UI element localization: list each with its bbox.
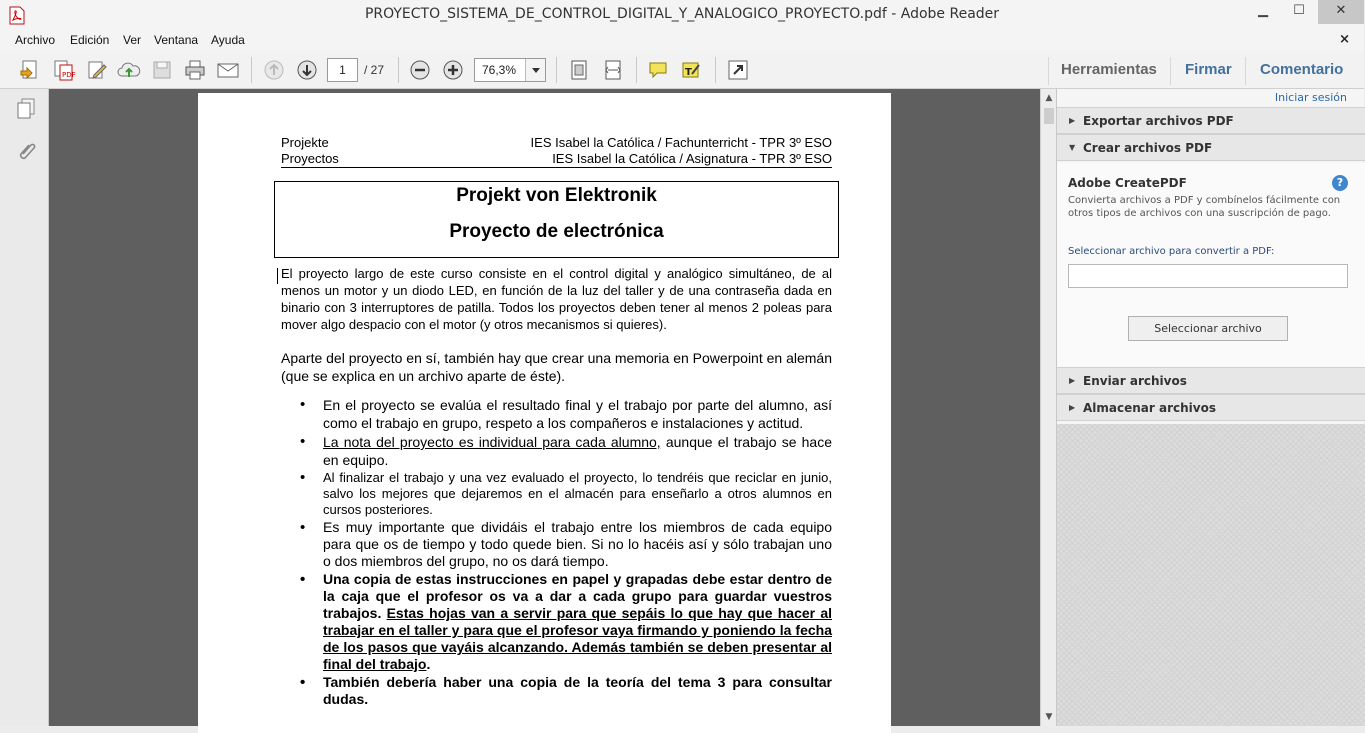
toolbar-separator xyxy=(715,57,716,83)
underlined-text: La nota del proyecto es individual para cada alumno, xyxy=(323,434,661,450)
createpdf-heading: Adobe CreatePDF xyxy=(1068,176,1187,190)
fit-width-icon[interactable] xyxy=(600,58,626,82)
window-title: PROYECTO_SISTEMA_DE_CONTROL_DIGITAL_Y_ANALOGICO_PROYECTO.pdf - Adobe Reader xyxy=(364,6,1000,22)
list-item xyxy=(281,571,832,673)
title-box xyxy=(274,181,839,258)
section-create-pdf[interactable] xyxy=(1057,134,1365,161)
intro-paragraph: El proyecto largo de este curso consiste en el control digital y analógico simultáneo, de al menos un motor y un diodo LED, en función de la luz del taller y de una contraseña dada en binario con 3 interruptores de patilla. Todos los proyectos deben tener al menos 2 poleas para mover algo despacio con el motor (y otros mecanismos si quieres). xyxy=(281,266,832,332)
underlined-text: Estas hojas van a servir para que sepáis lo que hay que hacer al trabajar en el taller y para que el profesor vaya firmando y poniendo la fecha de los pasos que vayáis alcanzando. Además también se deben presentar al final del trabajo xyxy=(323,605,832,672)
list-item-text: Una copia de estas instrucciones en papel y grapadas debe estar dentro de la caja que el profesor os va a dar a cada grupo para guardar vuestros trabajos. xyxy=(323,571,832,621)
herramientas-link[interactable]: Herramientas xyxy=(1061,61,1157,78)
scroll-down-arrow-icon[interactable]: ▼ xyxy=(1045,712,1053,722)
toolbar-divider xyxy=(1048,57,1049,85)
email-icon[interactable] xyxy=(215,58,241,82)
firmar-link[interactable]: Firmar xyxy=(1185,61,1232,78)
comment-note-icon[interactable] xyxy=(645,58,671,82)
create-pdf-panel xyxy=(1057,163,1365,371)
section-label: Crear archivos PDF xyxy=(1083,141,1213,155)
svg-text:T: T xyxy=(685,67,692,78)
list-item-text: . xyxy=(426,656,431,672)
upload-cloud-icon[interactable] xyxy=(116,58,142,82)
attachments-icon[interactable] xyxy=(15,140,37,164)
header-rule xyxy=(281,167,832,168)
header-left: Projekte xyxy=(281,135,329,150)
chevron-down-icon[interactable] xyxy=(525,59,545,81)
menu-ventana[interactable]: Ventana xyxy=(154,33,199,47)
file-path-field[interactable] xyxy=(1068,264,1348,288)
memory-paragraph: Aparte del proyecto en sí, también hay que crear una memoria en Powerpoint en alemán (que se explica en un archivo aparte de éste). xyxy=(281,350,832,384)
zoom-out-icon[interactable] xyxy=(407,58,433,82)
menu-ver[interactable]: Ver xyxy=(123,33,142,47)
svg-text:PDF: PDF xyxy=(62,71,76,79)
chevron-right-icon: ▶ xyxy=(1069,376,1076,385)
previous-page-icon[interactable] xyxy=(261,58,287,82)
scroll-up-arrow-icon[interactable]: ▲ xyxy=(1045,93,1053,103)
menu-bar xyxy=(0,31,1364,51)
pdf-page xyxy=(198,93,891,733)
edit-icon[interactable] xyxy=(84,58,110,82)
list-item-text: aunque el trabajo se hace en equipo. xyxy=(323,434,832,468)
list-item: • Es muy importante que dividáis el trabajo entre los miembros de cada equipo para que os de tiempo y todo quede bien. Si no lo hacéis así y sólo trabajan uno o dos miembros del grupo, no os dará tiempo. xyxy=(281,519,832,570)
list-item: • En el proyecto se evalúa el resultado final y el trabajo por parte del alumno, así como el trabajo en grupo, respeto a los compañeros e instalaciones y actitud. xyxy=(281,396,832,432)
save-icon[interactable] xyxy=(149,58,175,82)
highlight-text-icon[interactable] xyxy=(678,58,704,82)
section-label: Enviar archivos xyxy=(1083,374,1187,388)
toolbar-divider xyxy=(1245,57,1246,85)
fit-page-icon[interactable] xyxy=(566,58,592,82)
minimize-button[interactable]: ▁ xyxy=(1258,3,1268,18)
section-send-files[interactable] xyxy=(1057,367,1365,394)
page-total: / 27 xyxy=(364,63,385,77)
select-file-button[interactable]: Seleccionar archivo xyxy=(1128,316,1288,341)
menu-archivo[interactable]: Archivo xyxy=(15,33,56,47)
zoom-in-icon[interactable] xyxy=(440,58,466,82)
text-cursor xyxy=(277,268,278,284)
page-thumbnails-icon[interactable] xyxy=(15,97,37,121)
zoom-value: 76,3% xyxy=(482,63,517,77)
list-item: • Al finalizar el trabajo y una vez evaluado el proyecto, lo tendréis que reciclar en junio, salvo los mejores que dejaremos en el almacén para enseñarlo a otros alumnos en cursos posteriores. xyxy=(281,470,832,518)
section-store-files[interactable] xyxy=(1057,394,1365,421)
sign-in-link[interactable]: Iniciar sesión xyxy=(1274,91,1347,104)
section-label: Exportar archivos PDF xyxy=(1083,114,1234,128)
tools-pane xyxy=(1056,89,1364,726)
fullscreen-icon[interactable] xyxy=(725,58,751,82)
print-icon[interactable] xyxy=(182,58,208,82)
section-label: Almacenar archivos xyxy=(1083,401,1216,415)
menu-ayuda[interactable]: Ayuda xyxy=(211,33,245,47)
navigation-pane xyxy=(0,89,49,726)
document-view[interactable] xyxy=(49,89,1040,726)
comentario-link[interactable]: Comentario xyxy=(1260,61,1344,78)
create-pdf-icon[interactable] xyxy=(17,58,43,82)
header-right: IES Isabel la Católica / Fachunterricht - TPR 3º ESO xyxy=(530,135,832,150)
chevron-right-icon: ▶ xyxy=(1069,403,1076,412)
page-number-input[interactable]: 1 xyxy=(327,58,358,82)
scrollbar-thumb[interactable] xyxy=(1044,108,1054,124)
title-bar xyxy=(0,0,1364,31)
document-scrollbar[interactable] xyxy=(1040,89,1056,726)
close-window-button[interactable]: ✕ xyxy=(1318,0,1364,24)
header-left: Proyectos xyxy=(281,151,339,166)
toolbar-separator xyxy=(251,57,252,83)
help-icon[interactable]: ? xyxy=(1332,175,1348,191)
close-document-button[interactable]: × xyxy=(1339,32,1350,47)
select-file-label: Seleccionar archivo para convertir a PDF: xyxy=(1068,246,1275,257)
createpdf-description: Convierta archivos a PDF y combínelos fácilmente con otros tipos de archivos con una suscripción de pago. xyxy=(1068,195,1341,219)
menu-edicion[interactable]: Edición xyxy=(70,33,110,47)
combine-pdf-icon[interactable] xyxy=(50,58,76,82)
rules-list xyxy=(281,396,832,709)
header-right: IES Isabel la Católica / Asignatura - TPR 3º ESO xyxy=(552,151,832,166)
maximize-button[interactable]: ☐ xyxy=(1293,3,1305,18)
toolbar-separator xyxy=(556,57,557,83)
toolbar xyxy=(0,51,1364,89)
toolbar-separator xyxy=(636,57,637,83)
page-header-row xyxy=(281,151,832,166)
page-header-row xyxy=(281,135,832,150)
document-title-german: Projekt von Elektronik xyxy=(456,185,657,206)
toolbar-divider xyxy=(1170,57,1171,85)
section-export-pdf[interactable] xyxy=(1057,107,1365,134)
chevron-right-icon: ▶ xyxy=(1069,116,1076,125)
toolbar-separator xyxy=(398,57,399,83)
zoom-select[interactable] xyxy=(474,58,546,82)
pane-background xyxy=(1057,424,1365,726)
chevron-down-icon: ▼ xyxy=(1069,143,1076,152)
next-page-icon[interactable] xyxy=(294,58,320,82)
list-item xyxy=(281,433,832,469)
document-title-spanish: Proyecto de electrónica xyxy=(449,221,664,242)
list-item: • También debería haber una copia de la teoría del tema 3 para consultar dudas. xyxy=(281,674,832,708)
